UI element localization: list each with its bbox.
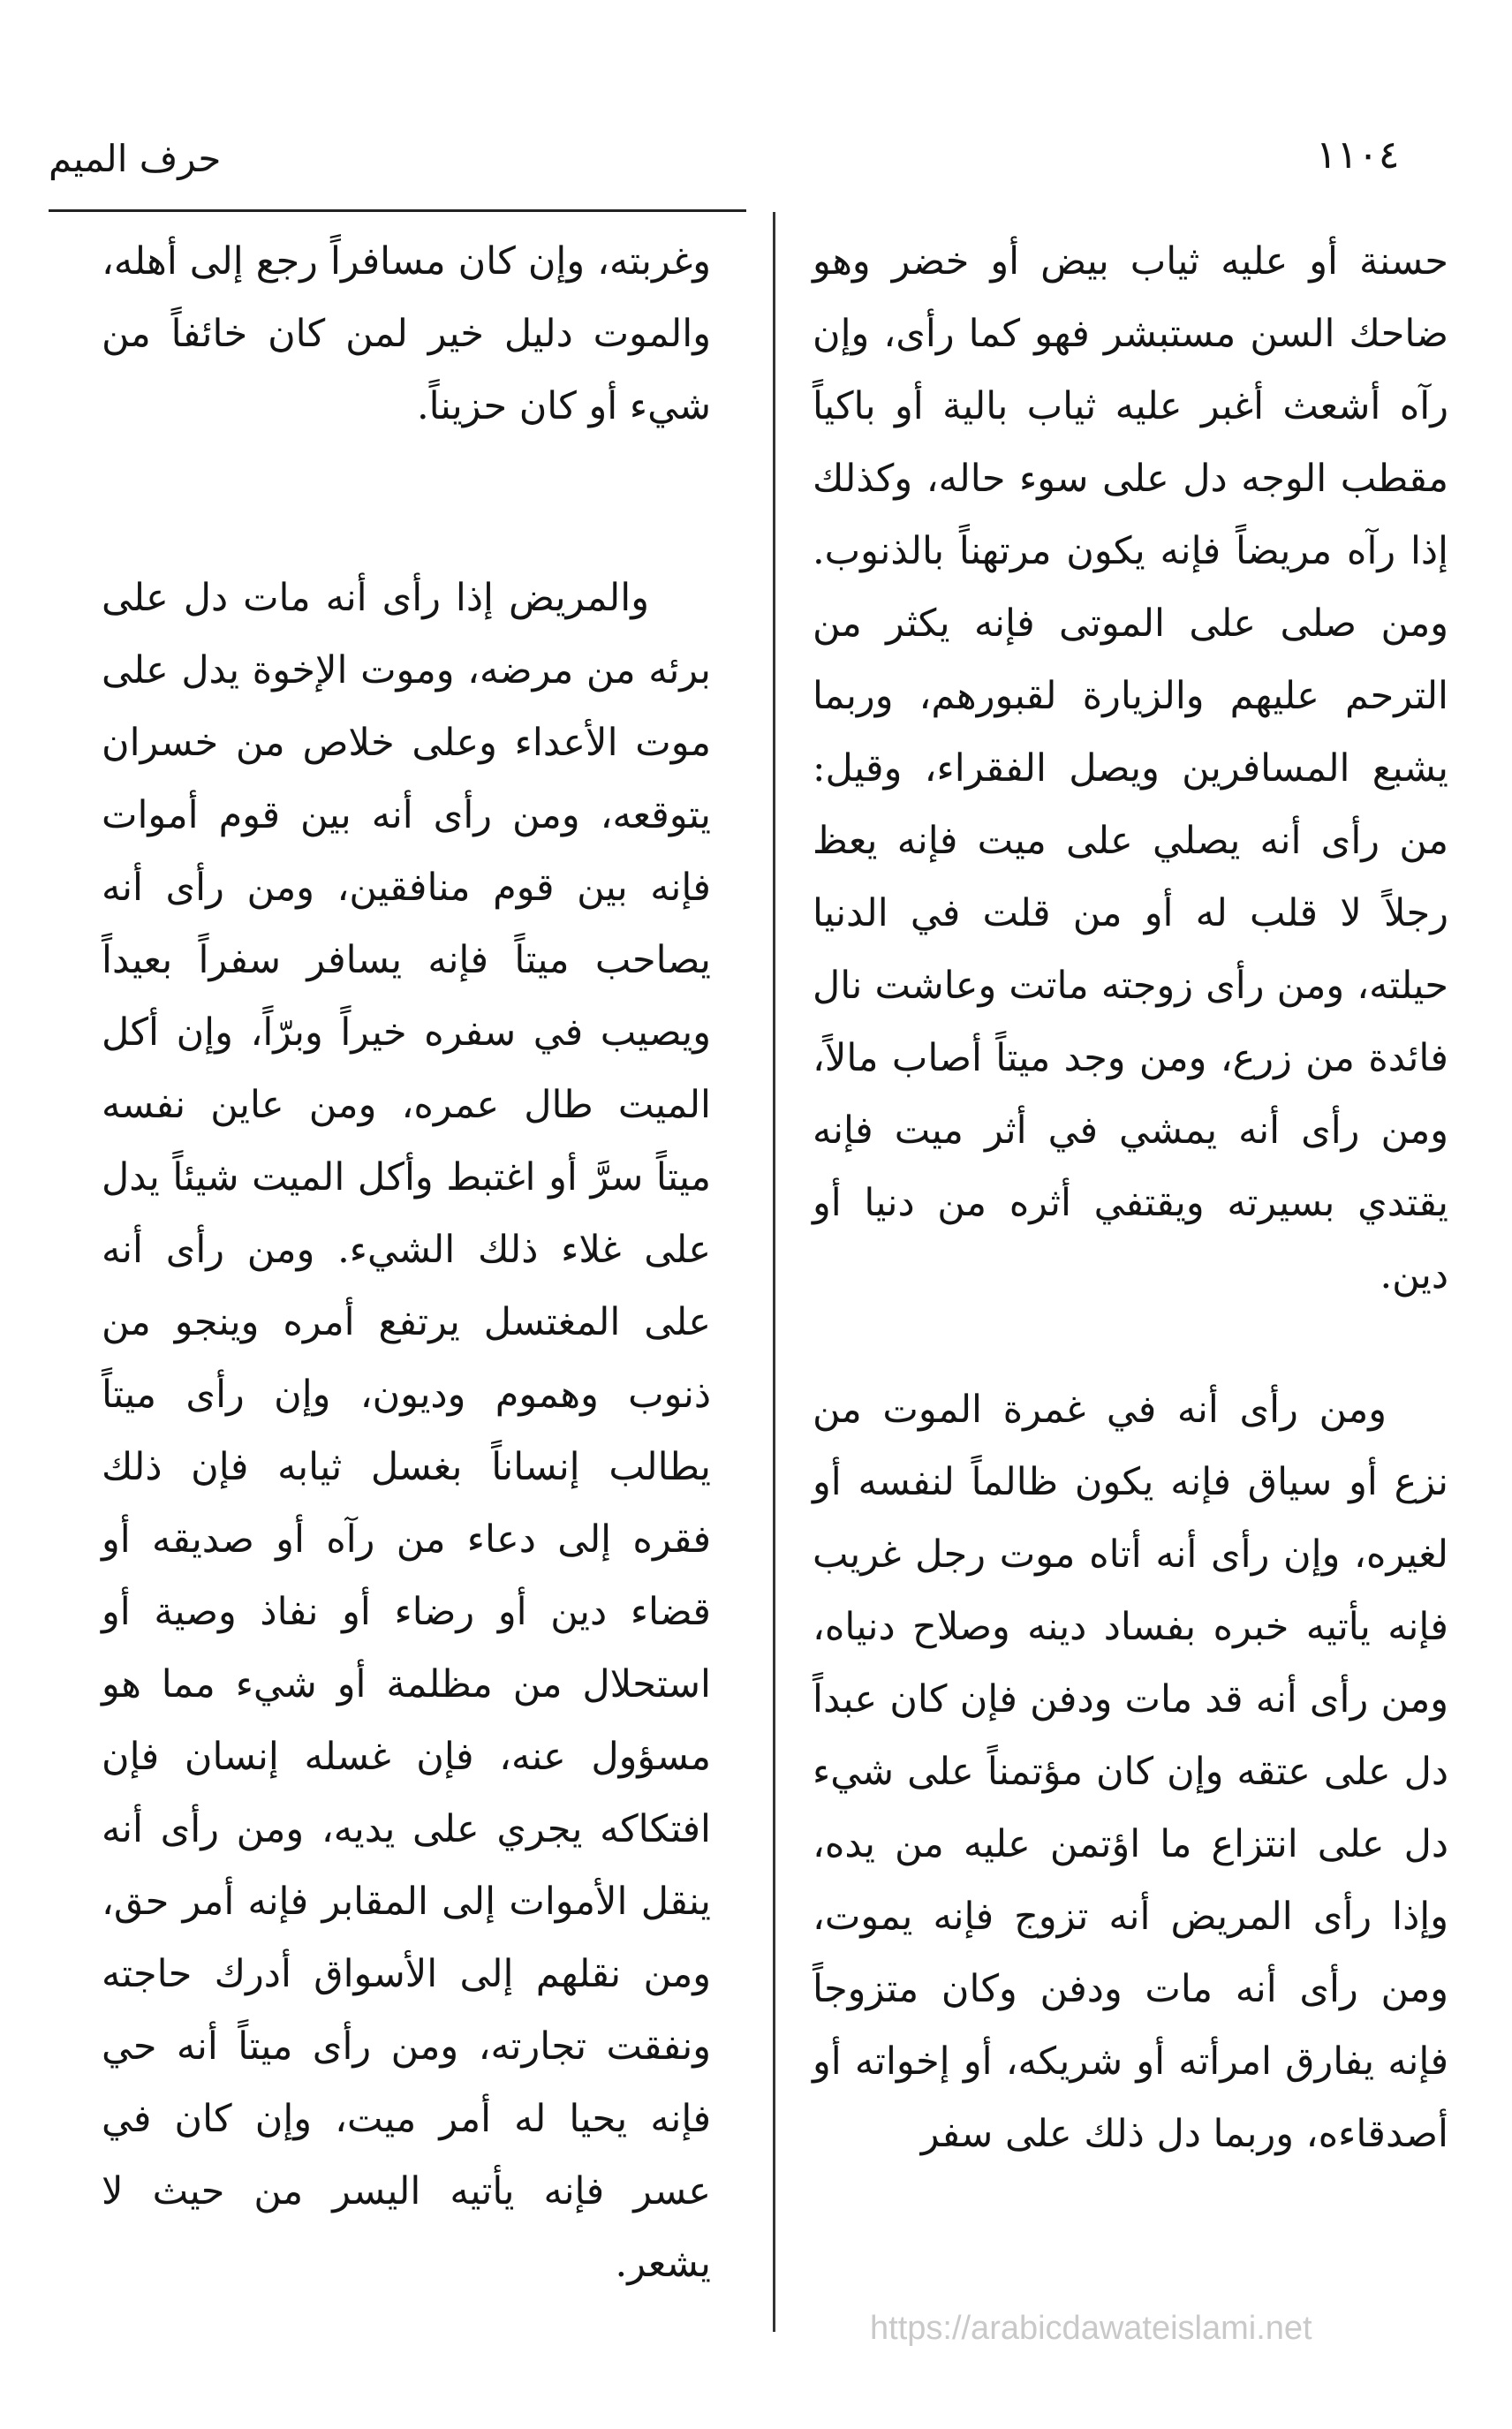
page-number: ١١٠٤ bbox=[1316, 132, 1400, 178]
paragraph: حسنة أو عليه ثياب بيض أو خضر وهو ضاحك السن مستبشر فهو كما رأى، وإن رآه أشعث أغبر عليه ثياب بالية أو باكياً مقطب الوجه دل على سوء حاله، وكذلك إذا رآه مريضاً فإنه يكون مرتهناً بالذنوب. ومن صلى على الموتى فإنه يكثر من الترحم عليهم والزيارة لقبورهم، وربما يشبع المسافرين ويصل الفقراء، وقيل: من رأى أنه يصلي على ميت فإنه يعظ رجلاً لا قلب له أو من قلت في الدنيا حيلته، ومن رأى زوجته ماتت وعاشت نال فائدة من زرع، ومن وجد ميتاً أصاب مالاً، ومن رأى أنه يمشي في أثر ميت فإنه يقتدي بسيرته ويقتفي أثره من دنيا أو دين. bbox=[813, 239, 1448, 1298]
header-divider bbox=[49, 209, 746, 212]
paragraph: وغربته، وإن كان مسافراً رجع إلى أهله، والموت دليل خير لمن كان خائفاً من شيء أو كان حزيناً. bbox=[102, 239, 711, 428]
paragraph: والمريض إذا رأى أنه مات دل على برئه من مرضه، وموت الإخوة يدل على موت الأعداء وعلى خلاص من خسران يتوقعه، ومن رأى أنه بين قوم أموات فإنه بين قوم منافقين، ومن رأى أنه يصاحب ميتاً فإنه يسافر سفراً بعيداً ويصيب في سفره خيراً وبرّاً، وإن أكل الميت طال عمره، ومن عاين نفسه ميتاً سرَّ أو اغتبط وأكل الميت شيئاً يدل على غلاء ذلك الشيء. ومن رأى أنه على المغتسل يرتفع أمره وينجو من ذنوب وهموم وديون، وإن رأى ميتاً يطالب إنساناً بغسل ثيابه فإن ذلك فقره إلى دعاء من رآه أو صديقه أو قضاء دين أو رضاء أو نفاذ وصية أو استحلال من مظلمة أو شيء مما هو مسؤول عنه، فإن غسله إنسان فإن افتكاكه يجري على يديه، ومن رأى أنه ينقل الأموات إلى المقابر فإنه أمر حق، ومن نقلهم إلى الأسواق أدرك حاجته ونفقت تجارته، ومن رأى ميتاً أنه حي فإنه يحيا له أمر ميت، وإن كان في عسر فإنه يأتيه اليسر من حيث لا يشعر. bbox=[102, 576, 711, 2286]
running-title: حرف الميم bbox=[49, 137, 222, 180]
left-column bbox=[102, 225, 711, 2300]
right-column bbox=[813, 225, 1448, 2170]
paragraph: ومن رأى أنه في غمرة الموت من نزع أو سياق فإنه يكون ظالماً لنفسه أو لغيره، وإن رأى أنه أتاه موت رجل غريب فإنه يأتيه خبره بفساد دينه وصلاح دنياه، ومن رأى أنه قد مات ودفن فإن كان عبداً دل على عتقه وإن كان مؤتمناً على شيء دل على انتزاع ما اؤتمن عليه من يده، وإذا رأى المريض أنه تزوج فإنه يموت، ومن رأى أنه مات ودفن وكان متزوجاً فإنه يفارق امرأته أو شريكه، أو إخواته أو أصدقاءه، وربما دل ذلك على سفر bbox=[813, 1388, 1448, 2156]
watermark-url: https://arabicdawateislami.net bbox=[870, 2310, 1312, 2347]
column-divider bbox=[773, 212, 775, 2332]
